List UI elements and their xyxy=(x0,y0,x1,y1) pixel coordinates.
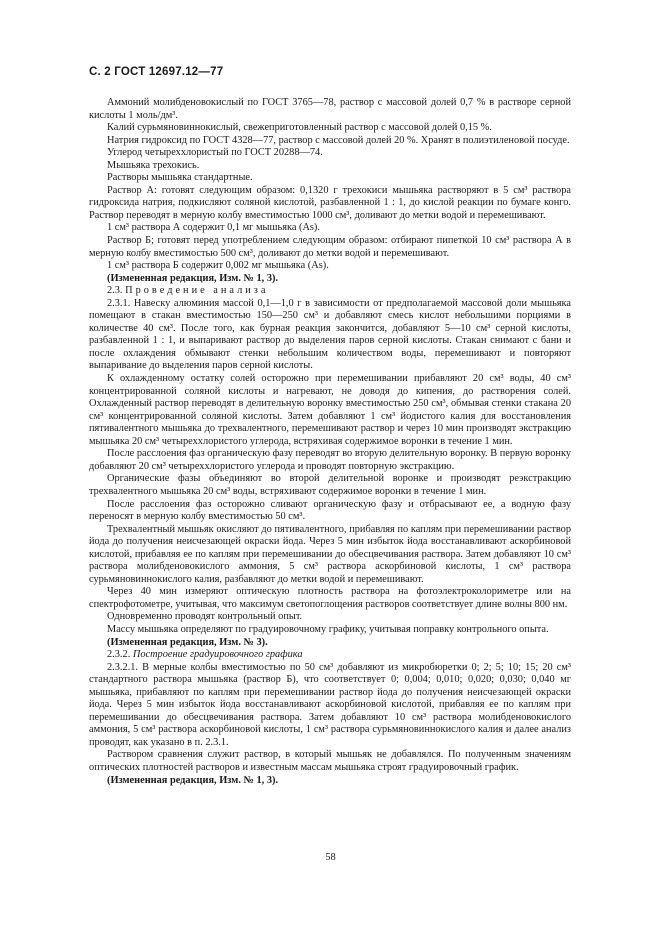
section-number: 2.3. xyxy=(107,285,126,297)
paragraph-solution-b-content: 1 см³ раствора Б содержит 0,002 мг мышьяка (As). xyxy=(107,260,329,272)
paragraph-reference-solution: Раствором сравнения служит раствор, в который мышьяк не добавлялся. По полученным значениям оптических плотностей растворов и известным массам мышьяка строят градуировочный график. xyxy=(89,749,571,773)
section-title: Проведение анализа xyxy=(125,285,269,297)
paragraph-potassium-antimonyl-tartrate: Калий сурьмяновиннокислый, свежеприготовленный раствор с массовой долей 0,15 %. xyxy=(107,122,492,134)
paragraph-solution-b: Раствор Б; готовят перед употреблением следующим образом: отбирают пипеткой 10 см³ раствора А в мерную колбу вместимостью 500 см³, доливают до метки водой и перемешивают. xyxy=(89,235,571,259)
page-header: С. 2 ГОСТ 12697.12—77 xyxy=(89,66,224,78)
amendment-note: (Измененная редакция, Изм. № 1, 3). xyxy=(107,774,279,786)
paragraph-phase-separation-2: После расслоения фаз осторожно сливают органическую фазу и отбрасывают ее, а водную фазу переносят в мерную колбу вместимостью 50 см³. xyxy=(89,498,571,523)
paragraph-2-3-1: 2.3.1. Навеску алюминия массой 0,1—1,0 г в зависимости от предполагаемой массовой доли мышьяка помещают в стакан вместимостью 150—250 см³ и добавляют смесь кислот небольшими порциями в количестве 40 см³. После того, как бурная реакция закончится, добавляют 5—10 см³ серной кислоты, разбавленной 1 : 1, и выпаривают раствор до выделения паров серной кислоты. Стакан снимают с бани и после охлаждения обмывают стенки небольшим количеством воды, перемешивают и повторяют выпаривание до выделения паров серной кислоты. xyxy=(89,297,571,372)
paragraph-solution-a: Раствор А: готовят следующим образом: 0,1320 г трехокиси мышьяка растворяют в 5 см³ раствора гидроксида натрия, подкисляют соляной кислотой, разбавленной 1 : 1, до кислой реакции по бумаге конго. Раствор переводят в мерную колбу вместимостью 1000 см³, доливают до метки водой и перемешивают. xyxy=(89,184,571,221)
paragraph-arsenic-trioxide: Мышьяка трехокись. xyxy=(107,159,200,171)
paragraph-arsenic-standard-solutions: Растворы мышьяка стандартные. xyxy=(107,172,253,184)
paragraph-organic-phases: Органические фазы объединяют во второй делительной воронке и производят реэкстракцию трехвалентного мышьяка 20 см³ воды, встряхивают содержимое воронки в течение 1 мин. xyxy=(89,473,571,497)
section-number: 2.3.2. xyxy=(107,649,133,661)
document-body xyxy=(89,97,571,787)
page-number: 58 xyxy=(325,852,336,863)
section-heading-calibration xyxy=(89,649,571,662)
paragraph-ammonium-molybdate: Аммоний молибденовокислый по ГОСТ 3765—78, раствор с массовой долей 0,7 % в растворе серной кислоты 1 моль/дм³. xyxy=(89,97,571,121)
paragraph-carbon-tetrachloride: Углерод четыреххлористый по ГОСТ 20288—74. xyxy=(107,147,323,159)
paragraph-solution-a-content: 1 см³ раствора А содержит 0,1 мг мышьяка (As). xyxy=(107,222,320,234)
section-title: Построение градуировочного графика xyxy=(132,649,303,661)
amendment-note: (Измененная редакция, Изм. № 1, 3). xyxy=(107,272,279,284)
paragraph-control-experiment: Одновременно проводят контрольный опыт. xyxy=(107,611,303,623)
section-heading-analysis xyxy=(89,285,571,298)
paragraph-oxidation: Трехвалентный мышьяк окисляют до пятивалентного, прибавляя по каплям при перемешивании раствор йода до получения неисчезающей окраски йода. Через 5 мин избыток йода восстанавливают аскорбиновой кислотой, прибавляя ее по каплям при перемешивании до обесцвечивания раствора. Затем добавляют 10 см³ раствора молибденовокислого аммония, 5 см³ раствора аскорбиновой кислоты, 1 см³ раствора сурьмяновиннокислого калия, разбавляют до метки водой и перемешивают. xyxy=(89,523,571,585)
paragraph-cooled-residue: К охлажденному остатку солей осторожно при перемешивании прибавляют 20 см³ воды, 40 см³ концентрированной соляной кислоты и нагревают, не доводя до кипения, до растворения солей. Охлажденный раствор переводят в делительную воронку вместимостью 250 см³, обмывая стенки стакана 20 см³ концентрированной соляной кислоты. Затем добавляют 1 см³ йодистого калия для восстановления пятивалентного мышьяка до трехвалентного, перемешивают раствор и через 10 мин производят экстракцию мышьяка 20 см³ четыреххлористого углерода, встряхивая содержимое воронки в течение 1 мин. xyxy=(89,373,571,447)
paragraph-phase-separation-1: После расслоения фаз органическую фазу переводят во вторую делительную воронку. В первую воронку добавляют 20 см³ четыреххлористого углерода и проводят повторную экстракцию. xyxy=(89,448,571,472)
paragraph-optical-density: Через 40 мин измеряют оптическую плотность раствора на фотоэлектроколориметре или на спектрофотометре, учитывая, что максимум светопоглощения растворов соответствует длине волны 800 нм. xyxy=(89,586,571,610)
amendment-note: (Измененная редакция, Изм. № 3). xyxy=(107,636,268,648)
paragraph-arsenic-mass: Массу мышьяка определяют по градуировочному графику, учитывая поправку контрольного опыта. xyxy=(107,623,549,635)
paragraph-sodium-hydroxide: Натрия гидроксид по ГОСТ 4328—77, раствор с массовой долей 20 %. Хранят в полиэтиленовой посуде. xyxy=(107,134,570,146)
paragraph-2-3-2-1: 2.3.2.1. В мерные колбы вместимостью по 50 см³ добавляют из микробюретки 0; 2; 5; 10; 15; 20 см³ стандартного раствора мышьяка (раствор Б), что соответствует 0; 0,004; 0,010; 0,020; 0,030; 0,040 мг мышьяка, прибавляют по каплям при перемешивании раствор йода до получения неисчезающей окраски йода. Через 5 мин избыток йода восстанавливают аскорбиновой кислотой, прибавляя ее по каплям при перемешивании до обесцвечивания раствора. Затем добавляют 10 см³ раствора молибденовокислого аммония, 5 см³ раствора аскорбиновой кислоты, 1 см³ раствора сурьмяновиннокислого калия и далее анализ проводят, как указано в п. 2.3.1. xyxy=(89,661,571,748)
